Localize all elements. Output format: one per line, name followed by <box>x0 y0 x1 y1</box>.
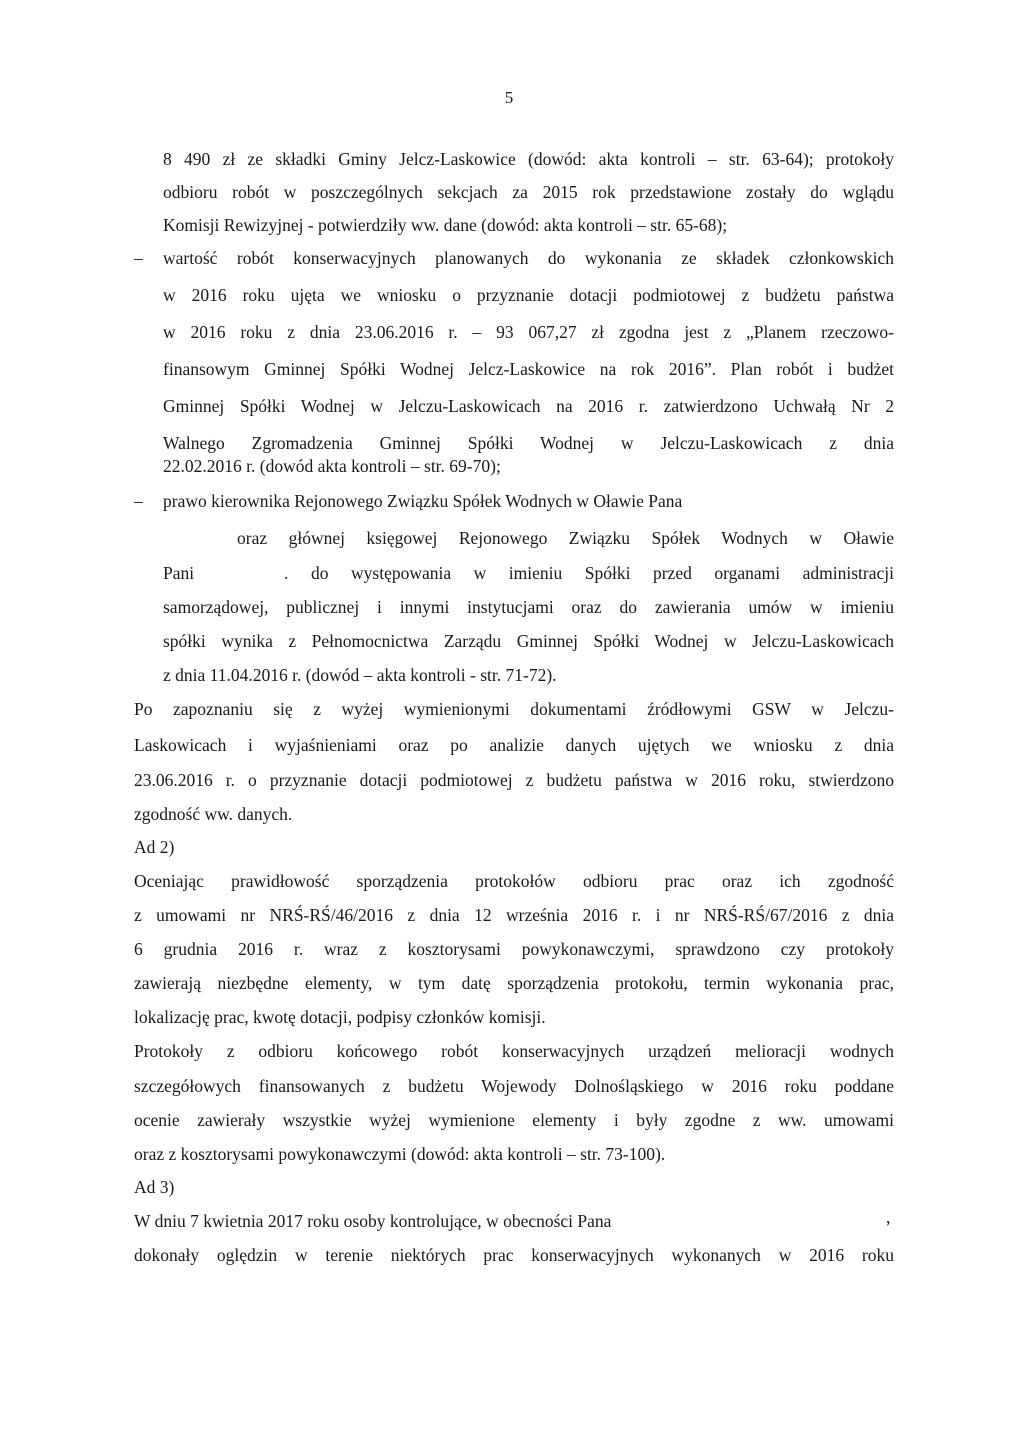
stray-mark: , <box>886 1207 891 1227</box>
text-line: 23.06.2016 r. o przyznanie dotacji podmiotowej z budżetu państwa w 2016 roku, stwierdzono <box>134 770 894 790</box>
text-line: W dniu 7 kwietnia 2017 roku osoby kontrolujące, w obecności Pana <box>134 1211 612 1231</box>
text-line: szczegółowych finansowanych z budżetu Wojewody Dolnośląskiego w 2016 roku poddane <box>134 1076 894 1096</box>
text-line: z umowami nr NRŚ-RŚ/46/2016 z dnia 12 września 2016 r. i nr NRŚ-RŚ/67/2016 z dnia <box>134 905 894 925</box>
text-line: ocenie zawierały wszystkie wyżej wymienione elementy i były zgodne z ww. umowami <box>134 1110 894 1130</box>
list-dash: – <box>134 491 143 511</box>
text-line: 22.02.2016 r. (dowód akta kontroli – str. 69-70); <box>163 456 501 476</box>
text-line: 8 490 zł ze składki Gminy Jelcz-Laskowice (dowód: akta kontroli – str. 63-64); protokoły <box>163 149 894 169</box>
text-line: wartość robót konserwacyjnych planowanych do wykonania ze składek członkowskich <box>163 248 894 268</box>
text-line: z dnia 11.04.2016 r. (dowód – akta kontroli - str. 71-72). <box>163 665 557 685</box>
text-line: dokonały oględzin w terenie niektórych prac konserwacyjnych wykonanych w 2016 roku <box>134 1245 894 1265</box>
text-line: oraz z kosztorysami powykonawczymi (dowód: akta kontroli – str. 73-100). <box>134 1144 666 1164</box>
text-line: prawo kierownika Rejonowego Związku Spółek Wodnych w Oławie Pana <box>163 491 683 511</box>
text-line: Komisji Rewizyjnej - potwierdziły ww. dane (dowód: akta kontroli – str. 65-68); <box>163 215 728 235</box>
text-line: Gminnej Spółki Wodnej w Jelczu-Laskowicach na 2016 r. zatwierdzono Uchwałą Nr 2 <box>163 396 894 416</box>
text-line: 6 grudnia 2016 r. wraz z kosztorysami powykonawczymi, sprawdzono czy protokoły <box>134 939 894 959</box>
text-line: Pani <box>163 563 195 583</box>
text-line: Walnego Zgromadzenia Gminnej Spółki Wodnej w Jelczu-Laskowicach z dnia <box>163 433 894 453</box>
text-line: finansowym Gminnej Spółki Wodnej Jelcz-Laskowice na rok 2016”. Plan robót i budżet <box>163 359 894 379</box>
text-line: zgodność ww. danych. <box>134 804 293 824</box>
stray-mark: . <box>284 563 289 583</box>
text-line: do występowania w imieniu Spółki przed organami administracji <box>311 563 894 583</box>
text-line: w 2016 roku ujęta we wniosku o przyznanie dotacji podmiotowej z budżetu państwa <box>163 285 894 305</box>
text-line: zawierają niezbędne elementy, w tym datę sporządzenia protokołu, termin wykonania prac, <box>134 973 894 993</box>
section-heading: Ad 3) <box>134 1177 175 1197</box>
text-line: Oceniając prawidłowość sporządzenia protokołów odbioru prac oraz ich zgodność <box>134 871 894 891</box>
text-line: lokalizację prac, kwotę dotacji, podpisy członków komisji. <box>134 1007 546 1027</box>
text-line: Protokoły z odbioru końcowego robót konserwacyjnych urządzeń melioracji wodnych <box>134 1041 894 1061</box>
text-line: odbioru robót w poszczególnych sekcjach za 2015 rok przedstawione zostały do wglądu <box>163 182 894 202</box>
section-heading: Ad 2) <box>134 837 175 857</box>
text-line: Laskowicach i wyjaśnieniami oraz po analizie danych ujętych we wniosku z dnia <box>134 735 894 755</box>
page-number: 5 <box>504 88 514 107</box>
text-line: spółki wynika z Pełnomocnictwa Zarządu Gminnej Spółki Wodnej w Jelczu-Laskowicach <box>163 631 894 651</box>
text-line: samorządowej, publicznej i innymi instytucjami oraz do zawierania umów w imieniu <box>163 597 894 617</box>
text-line: Po zapoznaniu się z wyżej wymienionymi dokumentami źródłowymi GSW w Jelczu- <box>134 699 894 719</box>
list-dash: – <box>134 248 143 268</box>
text-line: w 2016 roku z dnia 23.06.2016 r. – 93 067,27 zł zgodna jest z „Planem rzeczowo- <box>163 322 894 342</box>
text-line: oraz głównej księgowej Rejonowego Związku Spółek Wodnych w Oławie <box>237 528 894 548</box>
